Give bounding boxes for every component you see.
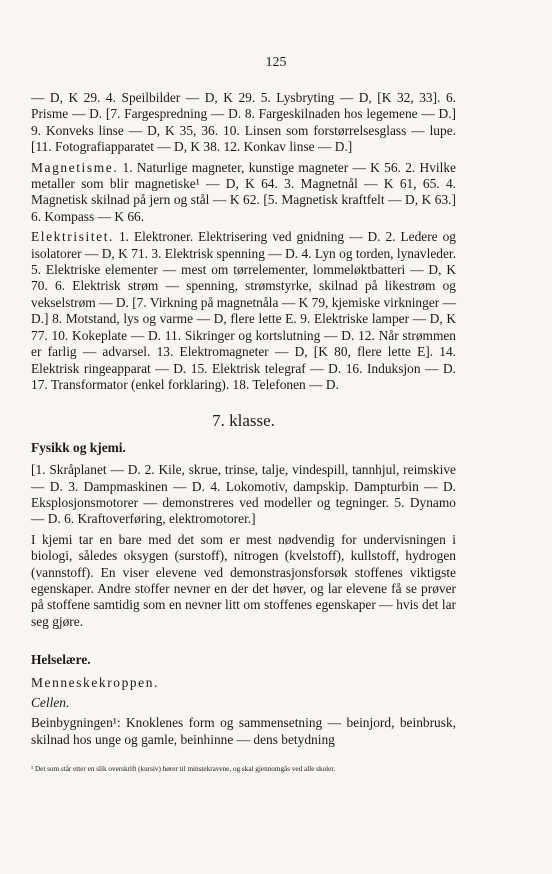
mechanics-paragraph: [1. Skråplanet — D. 2. Kile, skrue, trinse, talje, vindespill, tannhjul, reimskive — D. 3. Dampmaskinen — D. 4. Lokomotiv, dampskip. Dampturbin — D. Eksplosjonsmotorer — demonstreres ved modeller og tegninger. 5. Dynamo — D. 6. Kraftoverføring, elektromotorer.]: [31, 462, 456, 527]
section-title-health: Helselære.: [31, 652, 91, 668]
section-title-physics: Fysikk og kjemi.: [31, 439, 126, 455]
page-number: 125: [265, 55, 287, 70]
electricity-paragraph: [31, 229, 456, 393]
chemistry-paragraph: I kjemi tar en bare med det som er mest nødvendig for undervisningen i biologi, således oksygen (surstoff), nitrogen (kvelstoff), kullstoff, hydrogen (vannstoff). En viser elevene ved demonstrasjonsforsøk stoffenes viktigste egenskaper. Andre stoffer nevner en der det høver, og lar elevene få se prøver på stoffene samtidig som en nevner litt om stoffenes egenskaper — hvis det lar seg gjøre.: [31, 531, 456, 629]
page-body: [31, 90, 456, 748]
electricity-heading: Elektrisitet.: [31, 229, 115, 245]
cell-heading: Cellen.: [31, 695, 70, 710]
optics-paragraph: — D, K 29. 4. Speilbilder — D, K 29. 5. Lysbryting — D, [K 32, 33]. 6. Prisme — D. [7. Fargespredning — D. 8. Fargeskilnaden hos legemene — D.] 9. Konveks linse — D, K 35, 36. 10. Linsen som forstørrelsesglass — lupe. [11. Fotografiapparatet — D, K 38. 12. Konkav linse — D.]: [31, 90, 456, 155]
footnote: ¹ Det som står etter en slik overskrift (kursiv) hører til minstekravene, og skal gjennomgås ved alle skoler.: [31, 765, 336, 773]
magnetism-heading: Magnetisme.: [31, 159, 119, 175]
subsection-title-human-body: Menneskekroppen.: [31, 674, 159, 690]
skeleton-paragraph: Beinbygningen¹: Knoklenes form og sammensetning — beinjord, beinbrusk, skilnad hos unge og gamle, beinhinne — dens betydning: [31, 715, 456, 747]
subsection-title-cell: [31, 695, 456, 711]
magnetism-paragraph: [31, 160, 456, 226]
chapter-title: 7. klasse.: [212, 411, 275, 431]
magnetism-text: 1. Naturlige magneter, kunstige magneter — K 56. 2. Hvilke metaller som blir magnetiske¹ — D, K 64. 3. Magnetnål — K 61, 65. 4. Magnetisk skilnad på jern og stål — K 62. [5. Magnetisk kraftfelt — D, K 63.] 6. Kompass — K 66.: [31, 159, 456, 224]
electricity-text: 1. Elektroner. Elektrisering ved gnidning — D. 2. Ledere og isolatorer — D, K 71. 3. Elektrisk spenning — D. 4. Lyn og torden, lynavleder. 5. Elektriske elementer — mest om tørrelementer, lommeløktbatteri — D, K 70. 6. Elektrisk strøm — spenning, strømstyrke, skilnad på likestrøm og vekselstrøm — D. [7. Virkning på magnetnåla — K 79, kjemiske virkninger — D.] 8. Motstand, lys og varme — D, flere lette E. 9. Elektriske lamper — D, K 77. 10. Kokeplate — D. 11. Sikringer og kortslutning — D. 12. Når strømmen er farlig — advarsel. 13. Elektromagneter — D, [K 80, flere lette E]. 14. Elektrisk ringeapparat — D. 15. Elektrisk telegraf — D. 16. Induksjon — D. 17. Transformator (enkel forklaring). 18. Telefonen — D.: [31, 229, 456, 392]
